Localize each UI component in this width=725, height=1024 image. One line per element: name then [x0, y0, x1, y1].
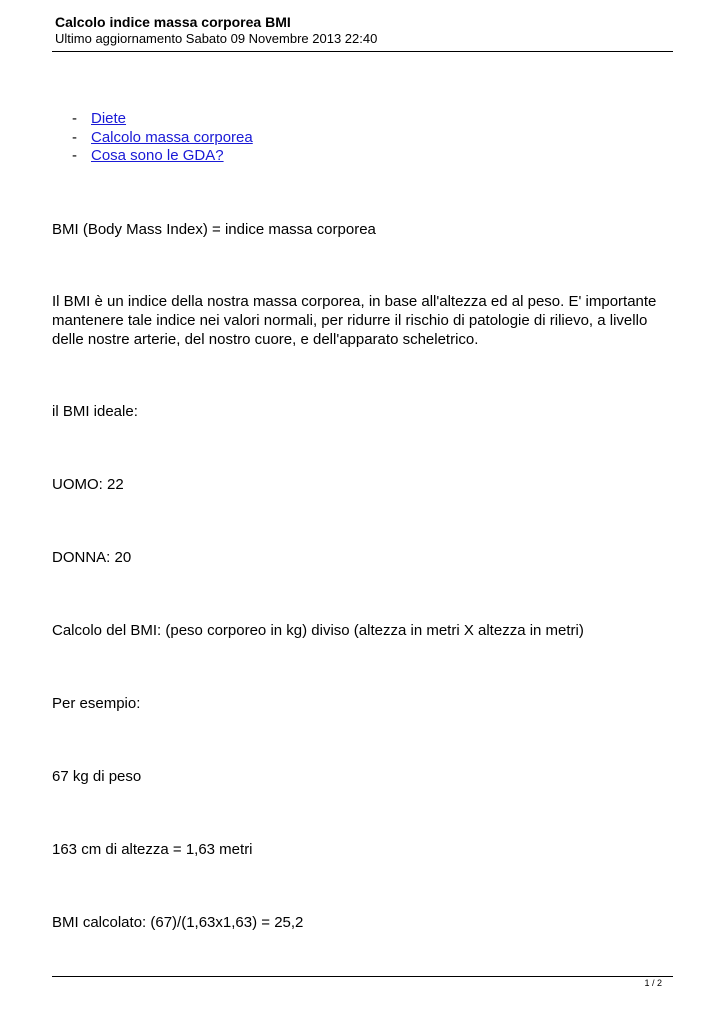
last-updated-text: Ultimo aggiornamento Sabato 09 Novembre 2013 22:40: [55, 31, 378, 46]
related-links-list: [72, 110, 253, 166]
page-header: [55, 14, 673, 47]
footer-divider: [52, 976, 673, 977]
list-dash: -: [72, 128, 77, 146]
list-dash: -: [72, 147, 77, 164]
link-cosa-sono-le-gda[interactable]: Cosa sono le GDA?: [91, 147, 224, 164]
example-heading: Per esempio:: [52, 695, 141, 712]
list-item: [72, 147, 253, 166]
bmi-definition: BMI (Body Mass Index) = indice massa corporea: [52, 221, 376, 238]
list-item: [72, 129, 253, 148]
page-number: 1 / 2: [644, 978, 662, 988]
example-result: BMI calcolato: (67)/(1,63x1,63) = 25,2: [52, 914, 304, 931]
document-title: Calcolo indice massa corporea BMI: [55, 14, 291, 30]
example-weight: 67 kg di peso: [52, 768, 142, 785]
list-dash: -: [72, 110, 77, 127]
list-item: [72, 110, 253, 129]
ideal-bmi-heading: il BMI ideale:: [52, 403, 138, 420]
ideal-bmi-woman: DONNA: 20: [52, 549, 132, 566]
header-divider: [52, 51, 673, 52]
link-calcolo-massa-corporea[interactable]: Calcolo massa corporea: [91, 128, 253, 146]
bmi-formula: Calcolo del BMI: (peso corporeo in kg) diviso (altezza in metri X altezza in metri): [52, 622, 584, 639]
example-height: 163 cm di altezza = 1,63 metri: [52, 841, 253, 858]
ideal-bmi-man: UOMO: 22: [52, 476, 124, 493]
bmi-description: Il BMI è un indice della nostra massa corporea, in base all'altezza ed al peso. E' importante mantenere tale indice nei valori normali, per ridurre il rischio di patologie di rilievo, a livello delle nostre arterie, del nostro cuore, e dell'apparato scheletrico.: [52, 293, 657, 348]
link-diete[interactable]: Diete: [91, 110, 127, 127]
